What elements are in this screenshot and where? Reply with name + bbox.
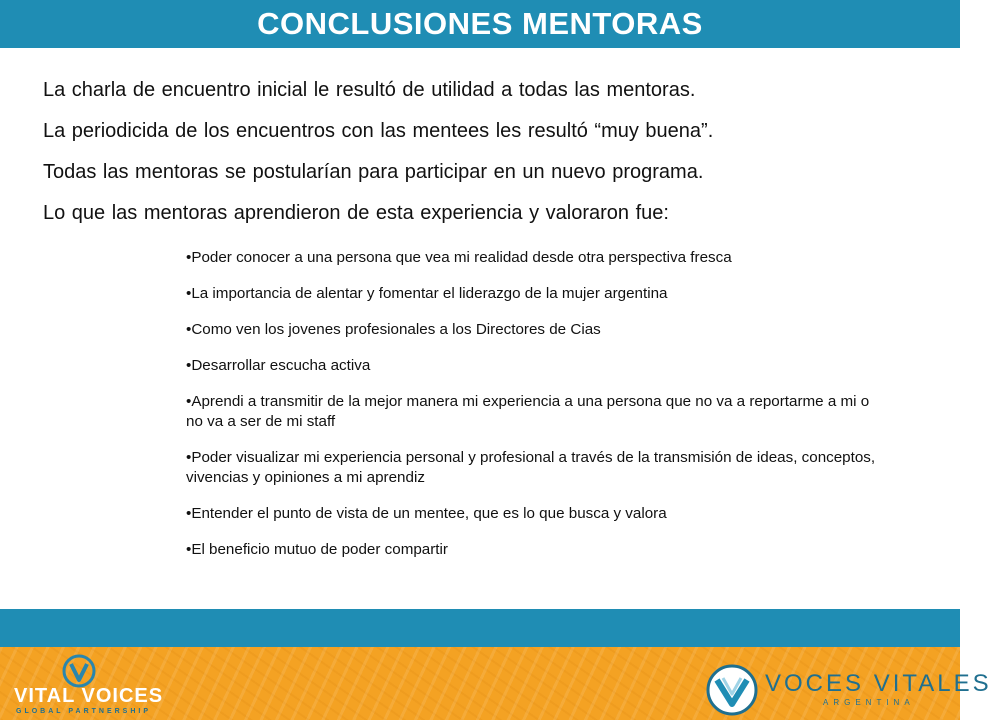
- footer-blue-band: [0, 609, 960, 647]
- voces-vitales-tagline: ARGENTINA: [823, 698, 915, 707]
- conclusion-item: La periodicida de los encuentros con las mentees les resultó “muy buena”.: [43, 120, 714, 142]
- vital-voices-logo: [10, 655, 164, 715]
- voces-vitales-logo: [705, 662, 992, 718]
- learning-item: •Desarrollar escucha activa: [186, 357, 371, 374]
- vital-voices-tagline: GLOBAL PARTNERSHIP: [16, 708, 152, 715]
- learning-item: •Aprendi a transmitir de la mejor manera mi experiencia a una persona que no va a reportarme a mi o no va a ser de mi staff: [186, 393, 870, 430]
- slide-title: CONCLUSIONES MENTORAS: [257, 6, 703, 41]
- learning-item: •El beneficio mutuo de poder compartir: [186, 541, 448, 558]
- learning-item: •La importancia de alentar y fomentar el liderazgo de la mujer argentina: [186, 285, 668, 302]
- learning-item: •Poder conocer a una persona que vea mi realidad desde otra perspectiva fresca: [186, 249, 732, 266]
- title-bar: [0, 0, 960, 48]
- learning-item: •Como ven los jovenes profesionales a los Directores de Cias: [186, 321, 601, 338]
- conclusion-item: La charla de encuentro inicial le resultó de utilidad a todas las mentoras.: [43, 79, 696, 101]
- vital-voices-logo-mark-icon: [62, 655, 96, 687]
- conclusion-item: Todas las mentoras se postularían para participar en un nuevo programa.: [43, 161, 704, 183]
- conclusion-item: Lo que las mentoras aprendieron de esta experiencia y valoraron fue:: [43, 202, 669, 224]
- voces-vitales-name: VOCES VITALES: [765, 670, 992, 697]
- learning-item: •Poder visualizar mi experiencia personal y profesional a través de la transmisión de ideas, conceptos, vivencias y opiniones a mi aprendiz: [186, 449, 876, 486]
- voces-vitales-logo-mark-icon: [705, 664, 759, 716]
- conclusions-list: [43, 78, 923, 242]
- learnings-list: [186, 248, 886, 576]
- vital-voices-name: VITAL VOICES: [14, 685, 164, 707]
- learning-item: •Entender el punto de vista de un mentee, que es lo que busca y valora: [186, 505, 667, 522]
